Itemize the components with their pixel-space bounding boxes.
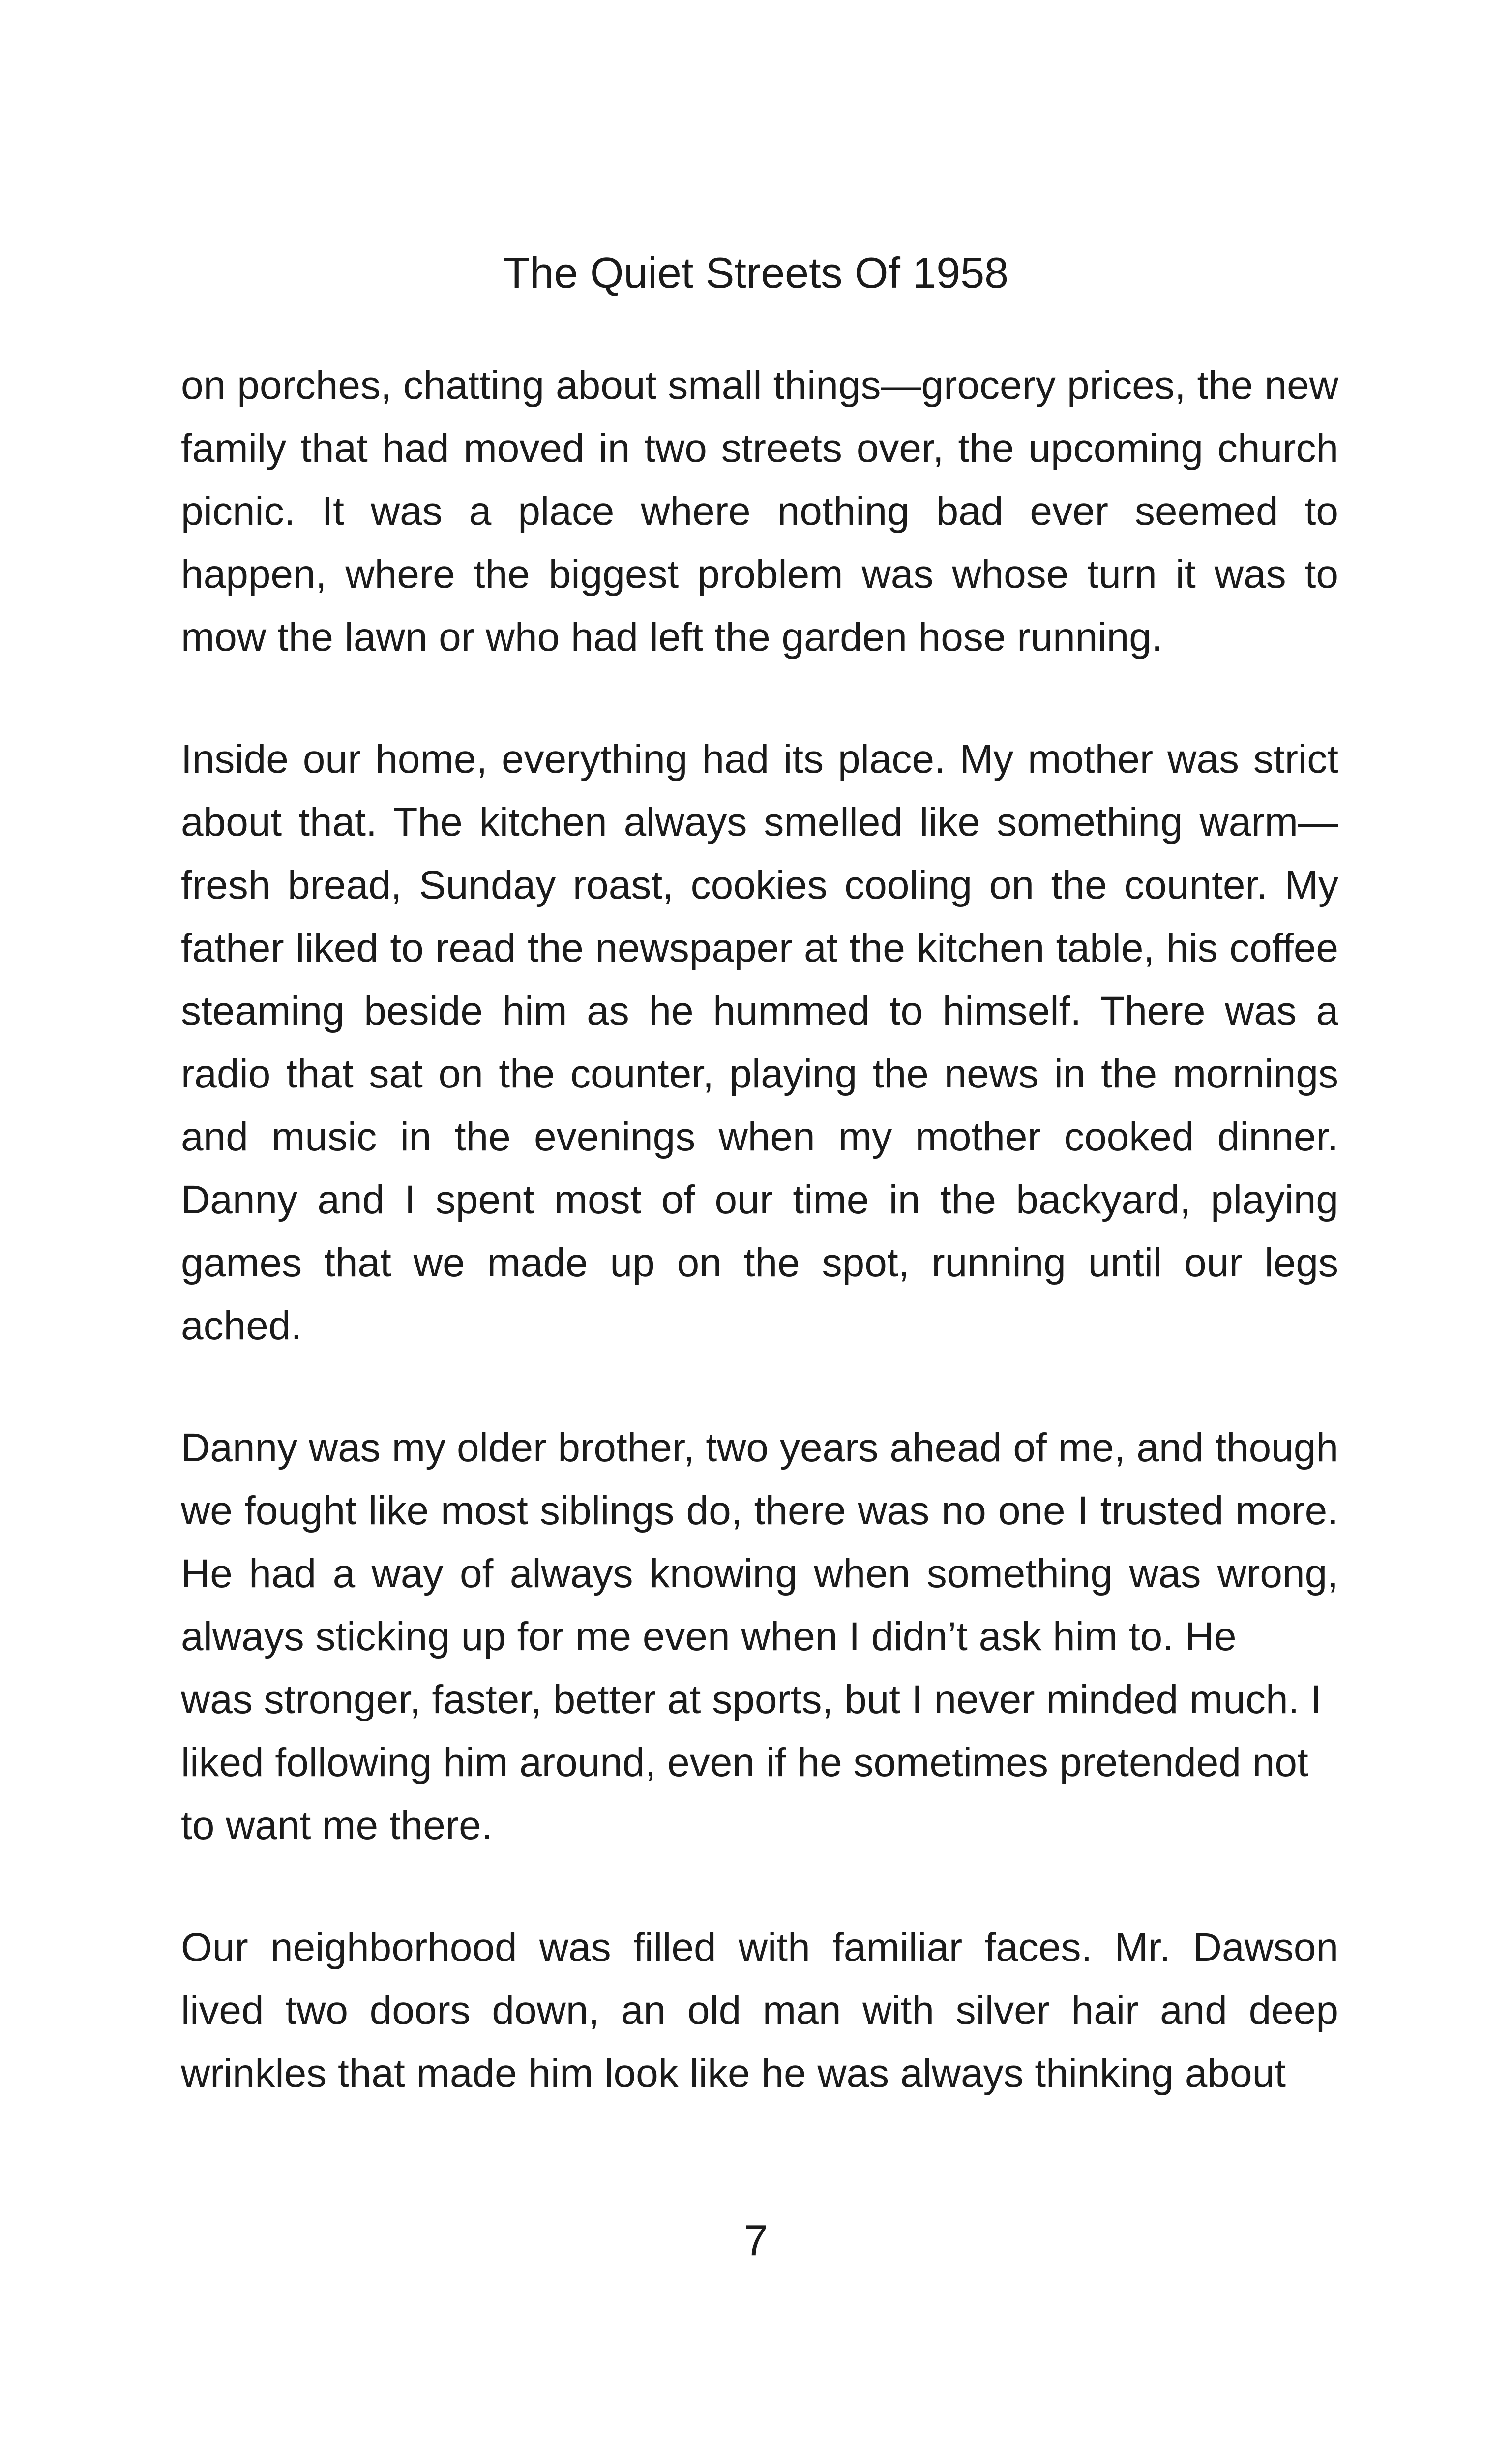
paragraph-neighborhood: Our neighborhood was filled with familiar faces. Mr. Dawson lived two doors down, an old man with silver hair and deep wrinkles that made him look like he was always thinking about: [181, 1925, 1338, 2096]
page-number: 7: [744, 2216, 768, 2264]
body-text: [181, 354, 1338, 2105]
running-header-title: The Quiet Streets Of 1958: [503, 248, 1009, 297]
paragraph-danny: Danny was my older brother, two years ahead of me, and though we fought like most siblings do, there was no one I trusted more. He had a way of always knowing when something was wrong, always sticking up for me even when I didn’t ask him to. He: [181, 1425, 1338, 1659]
paragraph-home: Inside our home, everything had its place. My mother was strict about that. The kitchen always smelled like something warm— fresh bread, Sunday roast, cookies cooling on the counter. My father liked to read the newspaper at the kitchen table, his coffee steaming beside him as he hummed to himself. There was a radio that sat on the counter, playing the news in the mornings and music in the evenings when my mother cooked dinner. Danny and I spent most of our time in the backyard, playing games that we made up on the spot, running until our legs ached.: [181, 737, 1338, 1348]
paragraph-danny-continued: was stronger, faster, better at sports, but I never minded much. I liked following him around, even if he sometimes pretended not to want me there.: [181, 1677, 1322, 1848]
paragraph-porches: on porches, chatting about small things—grocery prices, the new family that had moved in two streets over, the upcoming church picnic. It was a place where nothing bad ever seemed to happen, where the biggest problem was whose turn it was to mow the lawn or who had left the garden hose running.: [181, 363, 1338, 660]
